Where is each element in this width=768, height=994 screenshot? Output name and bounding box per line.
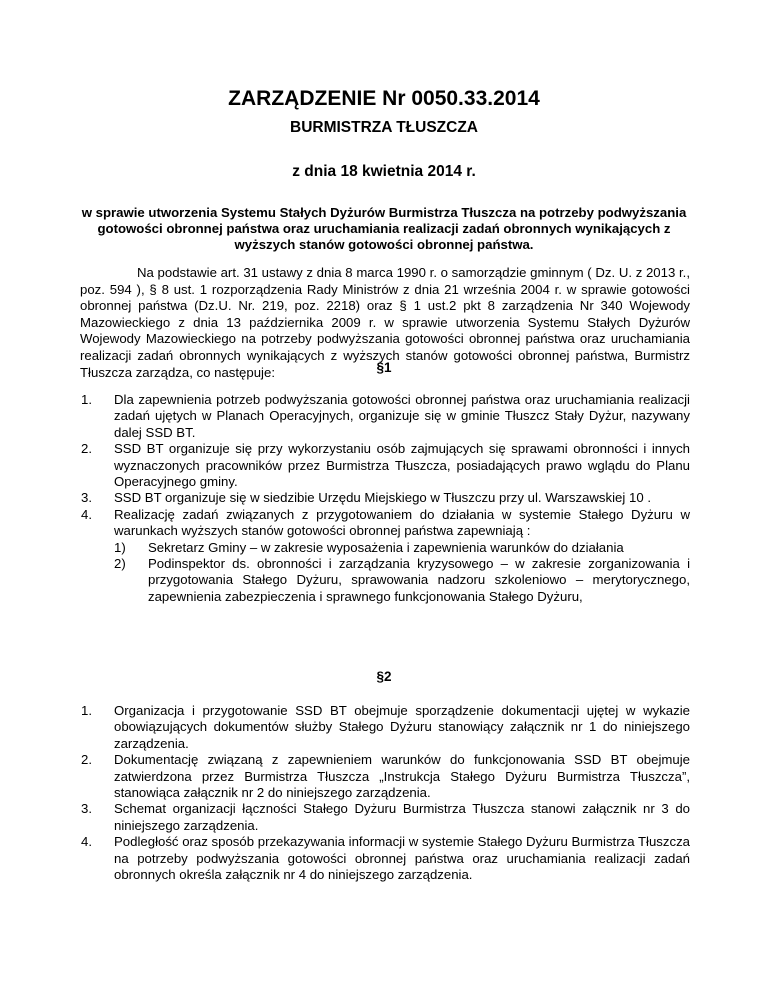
- item-text: Dla zapewnienia potrzeb podwyższania gotowości obronnej państwa oraz uruchamiania realizacji zadań ujętych w Planach Operacyjnych, organizuje się w gminie Tłuszcz Stały Dyżur, nazywany dalej SSD BT.: [114, 392, 690, 440]
- section-2-heading: §2: [376, 669, 392, 684]
- item-text: SSD BT organizuje się przy wykorzystaniu osób zajmujących się sprawami obronności i innych wyznaczonych pracowników przez Burmistrza Tłuszcza, posiadających prawo wglądu do Planu Operacyjnego gminy.: [114, 441, 690, 490]
- list-item: [80, 507, 690, 605]
- item-number: 2.: [81, 752, 92, 768]
- item-text: Realizację zadań związanych z przygotowaniem do działania w systemie Stałego Dyżuru w warunkach wyższych stanów gotowości obronnej państwa zapewniają :: [114, 506, 690, 539]
- document-title: ZARZĄDZENIE Nr 0050.33.2014: [228, 87, 540, 110]
- section-2-list: [80, 703, 690, 883]
- item-number: 4.: [81, 834, 92, 850]
- item-number: 1.: [81, 392, 92, 407]
- item-number: 4.: [81, 506, 92, 522]
- item-number: 3.: [81, 801, 92, 817]
- subitem-text: Podinspektor ds. obronności i zarządzania kryzysowego – w zakresie zorganizowania i przygotowania Stałego Dyżuru, sprawowania nadzoru szkoleniowo – merytorycznego, zapewnienia zabezpieczenia i sprawnego funkcjonowania Stałego Dyżuru,: [148, 556, 690, 604]
- list-item: [80, 703, 690, 752]
- list-item: [80, 801, 690, 834]
- item-text: SSD BT organizuje się w siedzibie Urzędu Miejskiego w Tłuszczu przy ul. Warszawskiej 10 .: [114, 490, 651, 506]
- subitem-number: 1): [114, 539, 126, 555]
- sublist-item: [114, 540, 690, 556]
- list-item: [80, 490, 690, 506]
- item-text: Schemat organizacji łączności Stałego Dyżuru Burmistrza Tłuszcza stanowi załącznik nr 3 do niniejszego zarządzenia.: [114, 801, 690, 833]
- list-item: [80, 834, 690, 883]
- document-subject: w sprawie utworzenia Systemu Stałych Dyżurów Burmistrza Tłuszcza na potrzeby podwyższania gotowości obronnej państwa oraz uruchamiania realizacji zadań obronnych wynikających z wyższych stanów gotowości obronnej państwa.: [81, 205, 687, 252]
- subitem-number: 2): [114, 556, 126, 572]
- list-item: [80, 752, 690, 801]
- section-1-sublist: [114, 540, 690, 606]
- item-number: 1.: [81, 703, 92, 718]
- preamble-paragraph: Na podstawie art. 31 ustawy z dnia 8 marca 1990 r. o samorządzie gminnym ( Dz. U. z 2013 r., poz. 594 ), § 8 ust. 1 rozporządzenia Rady Ministrów z dnia 21 września 2004 r. w sprawie gotowości obronnej państwa (Dz.U. Nr. 219, poz. 2218) oraz § 1 ust.2 pkt 8 zarządzenia Nr 340 Wojewody Mazowieckiego z dnia 13 października 2009 r. w sprawie utworzenia Systemu Stałych Dyżurów Wojewody Mazowieckiego na potrzeby podwyższania gotowości obronnej państwa oraz uruchamiania realizacji zadań obronnych wynikających z wyższych stanów gotowości obronnej państwa, Burmistrz Tłuszcza zarządza, co następuje:: [80, 265, 690, 380]
- section-1-list: [80, 392, 690, 605]
- item-text: Dokumentację związaną z zapewnieniem warunków do funkcjonowania SSD BT obejmuje zatwierdzona przez Burmistrza Tłuszcza „Instrukcja Stałego Dyżuru Burmistrza Tłuszcza”, stanowiąca załącznik nr 2 do niniejszego zarządzenia.: [114, 752, 690, 801]
- list-item: [80, 441, 690, 490]
- sublist-item: [114, 556, 690, 605]
- section-1-heading: §1: [376, 360, 392, 375]
- list-item: [80, 392, 690, 441]
- subitem-text: Sekretarz Gminy – w zakresie wyposażenia i zapewnienia warunków do działania: [148, 539, 624, 555]
- item-number: 3.: [81, 490, 92, 506]
- item-text: Podległość oraz sposób przekazywania informacji w systemie Stałego Dyżuru Burmistrza Tłuszcza na potrzeby podwyższania gotowości obronnej państwa oraz uruchamiania realizacji zadań obronnych określa załącznik nr 4 do niniejszego zarządzenia.: [114, 834, 690, 883]
- item-number: 2.: [81, 441, 92, 457]
- document-issuer: BURMISTRZA TŁUSZCZA: [290, 119, 478, 136]
- item-text: Organizacja i przygotowanie SSD BT obejmuje sporządzenie dokumentacji ujętej w wykazie obowiązujących dokumentów służby Stałego Dyżuru stanowiący załącznik nr 1 do niniejszego zarządzenia.: [114, 703, 690, 751]
- document-date: z dnia 18 kwietnia 2014 r.: [292, 163, 476, 180]
